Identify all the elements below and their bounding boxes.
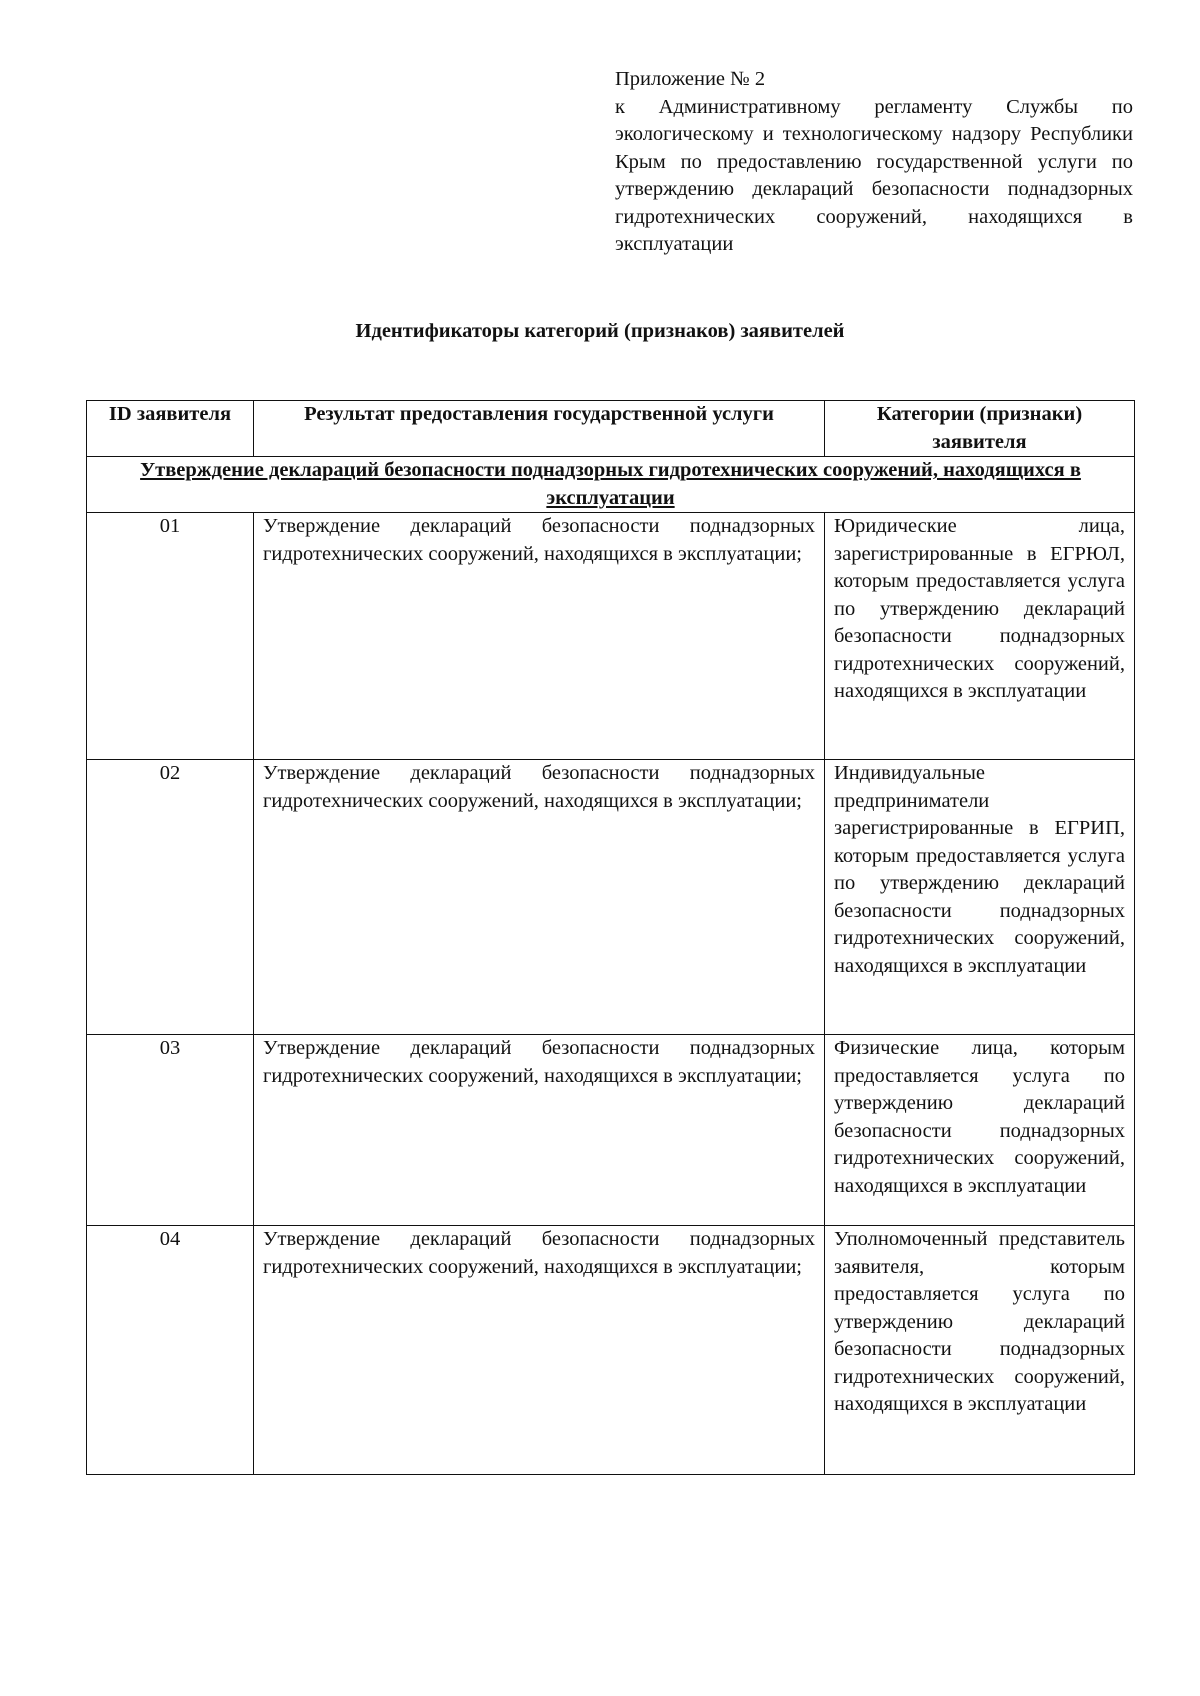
applicant-category: Юридические лица, зарегистрированные в ЕГРЮЛ, которым предоставляется услуга по утверждению деклараций безопасности поднадзорных гидротехнических сооружений, находящихся в эксплуатации: [825, 513, 1135, 760]
table-row: [87, 513, 1135, 760]
table-row: [87, 1226, 1135, 1475]
section-heading: [87, 457, 1135, 513]
service-result: Утверждение деклараций безопасности поднадзорных гидротехнических сооружений, находящихся в эксплуатации;: [254, 760, 825, 1035]
applicant-category: Уполномоченный представитель заявителя, которым предоставляется услуга по утверждению деклараций безопасности поднадзорных гидротехнических сооружений, находящихся в эксплуатации: [825, 1226, 1135, 1475]
column-header-id: ID заявителя: [87, 401, 254, 457]
section-heading-text: Утверждение деклараций безопасности поднадзорных гидротехнических сооружений, находящихся в эксплуатации: [140, 459, 1081, 509]
appendix-block: [615, 66, 1133, 259]
document-title: Идентификаторы категорий (признаков) заявителей: [355, 320, 845, 342]
table-row: [87, 1035, 1135, 1226]
applicant-id: 02: [87, 760, 254, 1035]
appendix-number: Приложение № 2: [615, 68, 766, 90]
service-result: Утверждение деклараций безопасности поднадзорных гидротехнических сооружений, находящихся в эксплуатации;: [254, 1226, 825, 1475]
table-section-row: [87, 457, 1135, 513]
table-row: [87, 760, 1135, 1035]
appendix-text: к Административному регламенту Службы по экологическому и технологическому надзору Республики Крым по предоставлению государственной услуги по утверждению деклараций безопасности поднадзорных гидротехнических сооружений, находящихся в эксплуатации: [615, 95, 1133, 255]
applicant-id: 01: [87, 513, 254, 760]
column-header-category: Категории (признаки) заявителя: [825, 401, 1135, 457]
applicant-category: Физические лица, которым предоставляется услуга по утверждению деклараций безопасности поднадзорных гидротехнических сооружений, находящихся в эксплуатации: [825, 1035, 1135, 1226]
applicant-category: Индивидуальные предприниматели зарегистрированные в ЕГРИП, которым предоставляется услуга по утверждению деклараций безопасности поднадзорных гидротехнических сооружений, находящихся в эксплуатации: [825, 760, 1135, 1035]
service-result: Утверждение деклараций безопасности поднадзорных гидротехнических сооружений, находящихся в эксплуатации;: [254, 1035, 825, 1226]
applicant-id: 04: [87, 1226, 254, 1475]
service-result: Утверждение деклараций безопасности поднадзорных гидротехнических сооружений, находящихся в эксплуатации;: [254, 513, 825, 760]
table-header-row: [87, 401, 1135, 457]
applicant-id: 03: [87, 1035, 254, 1226]
applicant-categories-table: [86, 400, 1135, 1475]
column-header-result: Результат предоставления государственной услуги: [254, 401, 825, 457]
